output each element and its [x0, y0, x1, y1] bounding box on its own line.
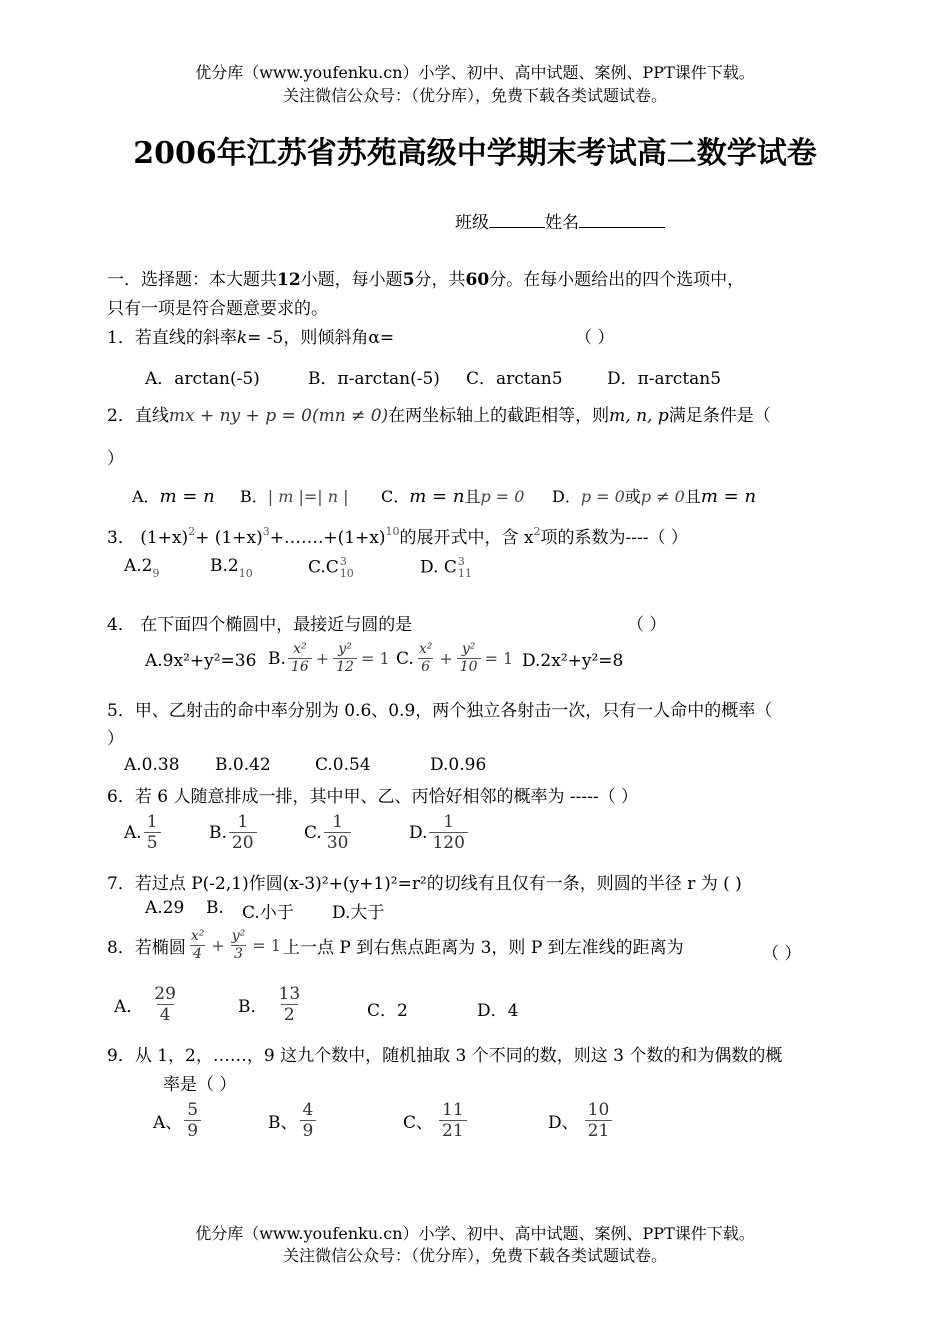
q8-b-den: 2 — [281, 1004, 298, 1025]
q8-a-den: 4 — [157, 1004, 174, 1025]
q6-d-label: D. — [409, 822, 428, 843]
q2-c-expr-1: m = n — [409, 486, 465, 507]
q6-b-num: 1 — [237, 812, 249, 832]
q3-t4: 的展开式中，含 x — [399, 528, 534, 548]
question-1 — [107, 323, 394, 348]
q2-c-label: C． — [381, 487, 410, 506]
q7-option-b: B. — [206, 898, 224, 918]
q4-b-label: B. — [268, 648, 286, 669]
q2-d-and: 且 — [684, 487, 701, 506]
q3-b-label: B.2 — [210, 556, 239, 576]
q5-cont: ） — [107, 729, 124, 749]
q8-answer-paren: （ ） — [762, 944, 802, 964]
q9-c-label: C、 — [403, 1113, 434, 1133]
q8-eq: = 1 — [252, 936, 281, 955]
q6-c-num: 1 — [332, 812, 344, 832]
q6-a-frac — [144, 812, 161, 853]
q3-e2: 3 — [262, 525, 270, 538]
section-text-a: 一．选择题：本大题共 — [107, 270, 277, 290]
q9-d-label: D、 — [548, 1113, 579, 1133]
q9-b-frac — [300, 1100, 317, 1141]
q2-end: 满足条件是（ — [668, 406, 771, 426]
q1-answer-paren: （ ） — [575, 328, 615, 348]
q5-option-d: D.0.96 — [430, 755, 487, 775]
q4-b-y-frac — [333, 641, 357, 676]
section-heading — [107, 265, 744, 290]
q4-option-b — [268, 641, 392, 676]
q3-c-label: C.C — [308, 557, 339, 578]
q4-option-a: A.9x²+y²=36 — [145, 651, 257, 671]
q8-x-num: x² — [190, 928, 205, 944]
q5-option-b: B.0.42 — [215, 755, 271, 775]
q8-a-num: 29 — [154, 984, 176, 1004]
q3-b-sub: 10 — [238, 567, 253, 580]
q4-b-eq: = 1 — [360, 649, 390, 668]
q3-d-label: D. C — [420, 557, 457, 578]
q4-c-y-frac — [457, 641, 481, 676]
q8-option-a — [114, 984, 181, 1025]
q2-b-label: B． — [240, 487, 268, 506]
q4-c-y-num: y² — [461, 641, 476, 657]
q4-c-label: C. — [396, 648, 414, 669]
q8-a-label: A． — [114, 997, 144, 1017]
q6-c-frac — [324, 812, 352, 853]
q6-a-num: 1 — [146, 812, 158, 832]
section-text-c: 分，共 — [414, 270, 466, 290]
question-3 — [107, 523, 688, 548]
question-8 — [107, 928, 684, 963]
q8-y-den: 3 — [231, 945, 246, 963]
q8-plus: + — [211, 936, 225, 955]
q3-d-indices — [458, 556, 472, 580]
q6-c-den: 30 — [324, 832, 352, 853]
q1-option-b: B．π-arctan(-5) — [308, 369, 440, 389]
q8-b-num: 13 — [278, 984, 301, 1004]
q9-option-d — [548, 1100, 614, 1141]
q9-d-den: 21 — [585, 1120, 613, 1141]
q9-d-num: 10 — [587, 1100, 610, 1120]
q4-c-x-den: 6 — [418, 658, 433, 676]
title-year: 2006 — [133, 136, 217, 171]
q8-option-b — [238, 984, 305, 1025]
q9-line-2: 率是（ ） — [163, 1075, 237, 1095]
q6-b-den: 20 — [229, 832, 257, 853]
q3-option-d — [420, 556, 472, 580]
header-line-1: 优分库（www.youfenku.cn）小学、初中、高中试题、案例、PPT课件下载。 — [195, 63, 755, 82]
q2-option-a — [132, 484, 215, 507]
q6-option-b — [209, 812, 259, 853]
q3-num: 3． — [107, 528, 135, 548]
q3-d-sub: 11 — [457, 567, 472, 580]
q6-d-num: 1 — [443, 812, 455, 832]
q6-option-c — [304, 812, 353, 853]
q2-c-and: 且 — [464, 487, 481, 506]
q3-e4: 2 — [533, 525, 541, 538]
q2-option-c — [381, 484, 524, 507]
q2-option-b — [240, 484, 349, 507]
q8-rest: 上一点 P 到右焦点距离为 3，则 P 到左准线的距离为 — [282, 938, 684, 958]
q5-option-a: A.0.38 — [124, 755, 180, 775]
q4-b-y-den: 12 — [333, 658, 357, 676]
q3-t2: + (1+x) — [195, 528, 263, 548]
q8-y-frac — [229, 928, 249, 963]
q3-e1: 2 — [188, 525, 196, 538]
section-text-b: 小题，每小题 — [300, 270, 403, 290]
footer-line-1: 优分库（www.youfenku.cn）小学、初中、高中试题、案例、PPT课件下载。 — [195, 1224, 755, 1243]
q2-d-expr-2: p ≠ 0 — [640, 487, 685, 506]
q3-c-indices — [340, 556, 354, 580]
q1-option-a: A．arctan(-5) — [145, 369, 260, 389]
q3-c-sub: 10 — [339, 567, 354, 580]
q3-c-sup: 3 — [339, 555, 347, 568]
q8-a-frac — [151, 984, 179, 1025]
q6-option-d — [409, 812, 470, 853]
q3-t1: (1+x) — [140, 528, 189, 548]
name-blank — [579, 211, 665, 228]
class-label: 班级 — [455, 213, 489, 233]
q2-prefix: 2．直线 — [107, 406, 169, 426]
q6-a-label: A. — [124, 822, 142, 843]
q8-b-label: B． — [238, 997, 268, 1017]
q2-equation: mx + ny + p = 0(mn ≠ 0) — [168, 406, 389, 426]
question-6: 6．若 6 人随意排成一排，其中甲、乙、丙恰好相邻的概率为 -----（ ） — [107, 787, 638, 807]
question-4: 4． 在下面四个椭圆中，最接近与圆的是 — [107, 615, 413, 635]
q3-option-c — [308, 556, 354, 580]
q4-c-eq: = 1 — [484, 649, 514, 668]
q4-b-y-num: y² — [338, 641, 352, 657]
q9-b-num: 4 — [302, 1100, 314, 1120]
q2-option-d — [552, 484, 756, 507]
q9-a-label: A、 — [153, 1113, 183, 1133]
q2-c-expr-2: p = 0 — [480, 487, 525, 506]
q6-b-label: B. — [209, 822, 227, 843]
q8-x-frac — [188, 928, 208, 963]
q4-c-x-frac — [416, 641, 436, 676]
q3-a-label: A.2 — [124, 556, 153, 576]
q3-t5: 项的系数为----（ ） — [540, 528, 688, 548]
student-info — [455, 208, 665, 233]
name-label: 姓名 — [545, 213, 579, 233]
question-2 — [107, 401, 771, 426]
q1-rest: = -5，则倾斜角α= — [247, 328, 395, 348]
q4-answer-paren: （ ） — [627, 615, 667, 635]
q1-prefix: 1．若直线的斜率 — [107, 328, 237, 348]
q2-vars: m, n, p — [609, 406, 669, 426]
q3-d-sup: 3 — [457, 555, 465, 568]
q9-option-c — [403, 1100, 469, 1141]
q9-b-den: 9 — [300, 1120, 317, 1141]
q3-e3: 10 — [385, 525, 400, 538]
q7-option-c: C.小于 — [242, 903, 294, 923]
q6-a-den: 5 — [144, 832, 161, 853]
class-blank — [489, 211, 545, 228]
header-line-2: 关注微信公众号：（优分库），免费下载各类试题试卷。 — [282, 86, 667, 105]
q2-a-expr: m = n — [159, 486, 215, 507]
q4-c-x-num: x² — [418, 641, 433, 657]
q4-b-x-den: 16 — [288, 658, 312, 676]
q2-d-label: D． — [552, 487, 581, 506]
q4-option-c — [396, 641, 515, 676]
q1-option-c: C．arctan5 — [466, 369, 563, 389]
q3-a-sub: 9 — [152, 567, 160, 580]
page-title — [0, 128, 950, 172]
q8-option-c: C．2 — [367, 1001, 408, 1021]
q6-d-den: 120 — [429, 832, 467, 853]
q8-x-den: 4 — [190, 945, 205, 963]
question-7: 7．若过点 P(-2,1)作圆(x-3)²+(y+1)²=r²的切线有且仅有一条，则圆的半径 r 为 ( ) — [107, 874, 742, 894]
q9-c-den: 21 — [439, 1120, 467, 1141]
question-5: 5．甲、乙射击的命中率分别为 0.6、0.9，两个独立各射击一次，只有一人命中的概率（ — [107, 701, 773, 721]
q9-c-frac — [439, 1100, 467, 1141]
q8-b-frac — [276, 984, 304, 1025]
q5-option-c: C.0.54 — [315, 755, 371, 775]
q6-d-frac — [429, 812, 467, 853]
q3-option-b — [210, 556, 253, 580]
q4-option-d: D.2x²+y²=8 — [522, 651, 624, 671]
q7-option-d: D.大于 — [332, 903, 385, 923]
q9-c-num: 11 — [442, 1100, 464, 1120]
q6-option-a — [124, 812, 163, 853]
q4-b-x-frac — [288, 641, 312, 676]
q4-b-x-num: x² — [293, 641, 307, 657]
q2-a-label: A． — [132, 487, 160, 506]
q2-d-expr-1: p = 0 — [580, 487, 625, 506]
footer-line-2: 关注微信公众号：（优分库），免费下载各类试题试卷。 — [282, 1246, 667, 1265]
q2-b-expr: | m |=| n | — [267, 487, 349, 506]
q6-c-label: C. — [304, 822, 322, 843]
q4-c-plus: + — [439, 649, 453, 668]
q1-k: k — [236, 328, 248, 348]
q2-cont: ） — [107, 449, 124, 469]
q7-option-a: A.29 — [145, 898, 185, 918]
q8-prefix: 8．若椭圆 — [107, 938, 186, 958]
q9-option-b — [268, 1100, 318, 1141]
question-9: 9．从 1，2，……，9 这九个数中，随机抽取 3 个不同的数，则这 3 个数的和为偶数的概 — [107, 1046, 783, 1066]
q9-d-frac — [585, 1100, 613, 1141]
q9-option-a — [153, 1100, 203, 1141]
q6-b-frac — [229, 812, 257, 853]
q9-a-frac — [184, 1100, 201, 1141]
section-num-questions: 12 — [277, 270, 301, 290]
q9-a-num: 5 — [187, 1100, 199, 1120]
q8-y-num: y² — [231, 928, 246, 944]
title-text: 年江苏省苏苑高级中学期末考试高二数学试卷 — [216, 136, 817, 171]
section-heading-line-2: 只有一项是符合题意要求的。 — [107, 299, 328, 319]
section-text-d: 分。在每小题给出的四个选项中， — [489, 270, 745, 290]
q2-d-or: 或 — [624, 487, 641, 506]
q4-c-y-den: 10 — [457, 658, 481, 676]
q1-option-d: D．π-arctan5 — [607, 369, 722, 389]
section-total: 60 — [465, 270, 490, 290]
q4-b-plus: + — [315, 649, 330, 668]
q8-option-d: D．4 — [477, 1001, 519, 1021]
q3-option-a — [124, 556, 160, 580]
q9-a-den: 9 — [184, 1120, 201, 1141]
q2-d-expr-3: m = n — [700, 486, 757, 507]
q3-t3: +…….+(1+x) — [269, 528, 386, 548]
section-points: 5 — [402, 270, 415, 290]
q9-b-label: B、 — [268, 1113, 298, 1133]
q2-mid: 在两坐标轴上的截距相等，则 — [388, 406, 610, 426]
